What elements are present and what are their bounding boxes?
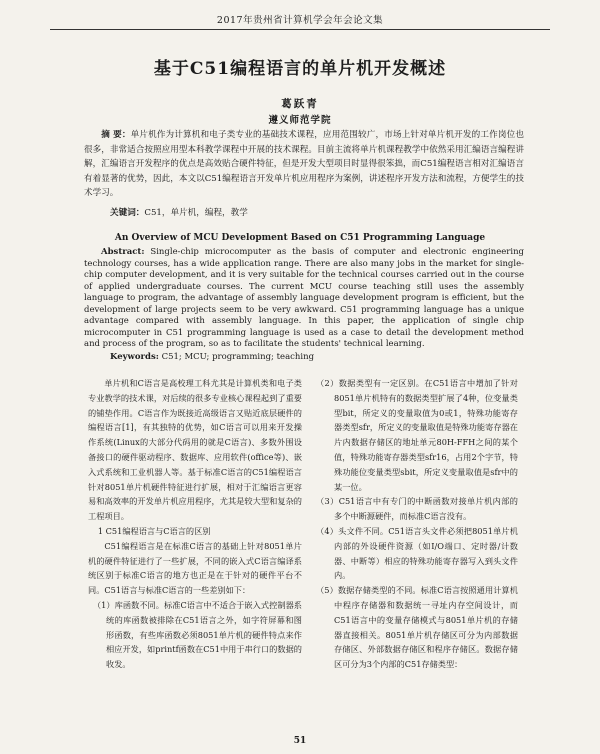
list-item-3: （3）C51语言中有专门的中断函数对接单片机内部的多个中断源硬件，而标准C语言没有。 [316, 496, 518, 522]
abstract-zh-text: 单片机作为计算机和电子类专业的基础技术课程，应用范围较广，市场上针对单片机开发的工作岗位也很多，非常适合按照应用型本科教学课程中开展的技术课程。目前主流将单片机课程教学中依然采用汇编语言编程讲解，汇编语言开发程序的优点是高效贴合硬件特征，但是开发大型项目时显得很笨拙，而C51编程语言相对汇编语言有着显著的优势，因此，本文以C51编程语言开发单片机应用程序为案例，讲述程序开发方法和流程，方便学生的技术学习。 [84, 130, 524, 199]
body-column-right [316, 376, 518, 672]
keywords-zh-label: 关键词： [110, 208, 145, 218]
keywords-en-text: C51; MCU; programming; teaching [161, 352, 315, 362]
paper-title-en: An Overview of MCU Development Based on C51 Programming Language [114, 233, 486, 243]
abstract-en-text: Single-chip microcomputer as the basis of computer and electronic engineering technology courses, has a wide application range. There are also many jobs in the market for single-chip computer development, and it is very suitable for the technical courses carried out in the course of applied undergraduate courses. The current MCU course teaching still uses the assembly language to program, the advantage of assembly language development program is efficient, but the development of large projects seem to be very awkward. C51 programming language has a unique advantage compared with assembly language. In this paper, the application of single chip microcomputer in C51 programming language is used as a case to detail the development method and process of the program, so as to facilitate the students' technical learning. [84, 247, 524, 349]
keywords-en-label: Keywords: [110, 352, 159, 362]
body-column-left [88, 376, 302, 672]
page-number: 51 [293, 736, 307, 746]
keywords-en [110, 352, 314, 362]
keywords-zh-text: C51，单片机，编程，教学 [144, 208, 248, 218]
author-affiliation: 遵义师范学院 [268, 115, 332, 126]
abstract-en [84, 247, 524, 351]
author-name: 葛跃青 [281, 98, 319, 110]
list-item-5: （5）数据存储类型的不同。标准C语言按照通用计算机中程序存储器和数据统一寻址内存空间设计，而C51语言中的变量存储模式与8051单片机的存储器直接相关。8051单片机存储区可分为内部数据存储区、外部数据存储区和程序存储区。数据存储区可分为3个内部的C51存储类型： [316, 585, 518, 670]
running-head: 2017年贵州省计算机学会年会论文集 [216, 15, 384, 26]
header-rule [50, 29, 550, 30]
abstract-zh [84, 128, 524, 201]
keywords-zh [110, 206, 248, 218]
section-heading-1: 1 C51编程语言与C语言的区别 [97, 525, 211, 536]
intro-paragraph: 单片机和C语言是高校理工科尤其是计算机类和电子类专业教学的技术课，对后续的很多专业核心课程起到了重要的铺垫作用。C语言作为既接近高级语言又贴近底层硬件的编程语言[1]，有其独特的优势，如C语言可以用来开发操作系统(Linux的大部分代码用的就是C语言)、多数外围设备接口的硬件驱动程序、数据库、应用软件(office等)、嵌入式系统和工业机器人等。基于标准C语言的C51编程语言针对8051单片机硬件特征进行扩展，相对于汇编语言更容易和高效率的开发单片机应用程序，尤其是较大型和复杂的工程项目。 [88, 378, 302, 522]
abstract-en-label: Abstract: [101, 247, 145, 257]
abstract-zh-label: 摘 要： [101, 130, 131, 140]
list-item-4: （4）头文件不同。C51语言头文件必须把8051单片机内部的外设硬件资源（如I/O端口、定时器/计数器、中断等）相应的特殊功能寄存器写入到头文件内。 [316, 525, 518, 581]
list-item-1: （1）库函数不同。标准C语言中不适合于嵌入式控制器系统的库函数被排除在C51语言之外，如字符屏幕和图形函数，有些库函数必须8051单片机的硬件特点来作相应开发，如printf函数在C51中用于串行口的数据的收发。 [92, 599, 302, 670]
list-item-2: （2）数据类型有一定区别。在C51语言中增加了针对8051单片机特有的数据类型扩展了4种，位变量类型bit，所定义的变量取值为0或1，特殊功能寄存器类型sfr，所定义的变量取值是特殊功能寄存器在片内数据存储区的地址单元80H-FFH之间的某个值，特殊功能寄存器类型sfr16，占用2个字节，特殊功能位变量类型sbit，所定义变量取值是sfr中的某一位。 [316, 378, 518, 492]
section-1-paragraph: C51编程语言是在标准C语言的基础上针对8051单片机的硬件特征进行了一些扩展，不同的嵌入式C语言编译系统区别于标准C语言的地方也正是在于针对的硬件平台不同。C51语言与标准C语言的一些差别如下： [88, 540, 302, 596]
paper-title-zh: 基于C51编程语言的单片机开发概述 [153, 59, 447, 79]
